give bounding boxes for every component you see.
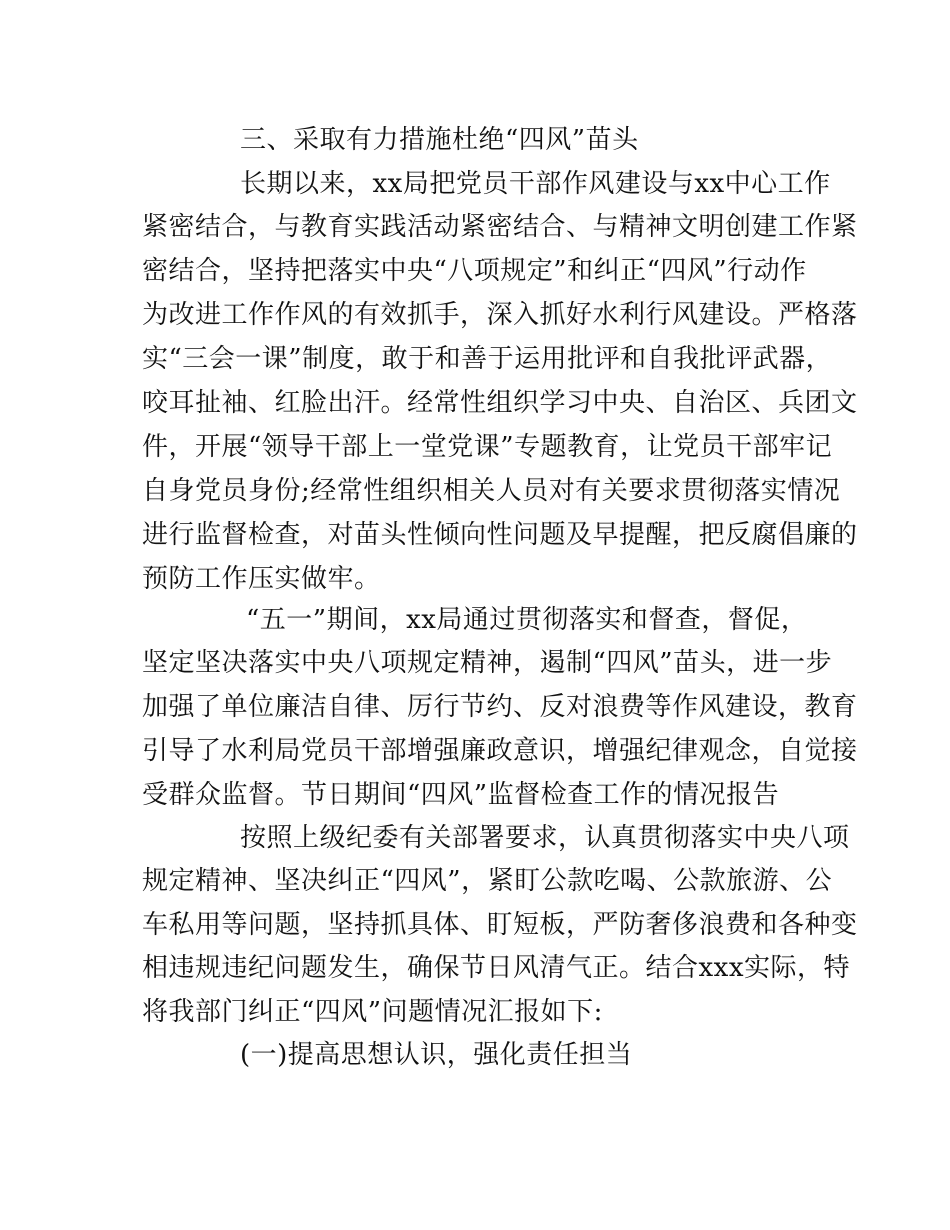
paragraph-line: 为改进工作作风的有效抓手，深入抓好水利行风建设。严格落: [142, 300, 858, 330]
paragraph-line: 实“三会一课”制度，敢于和善于运用批评和自我批评武器，: [142, 344, 833, 374]
paragraph-line: 自身党员身份;经常性组织相关人员对有关要求贯彻落实情况: [142, 476, 841, 506]
paragraph-line: 进行监督检查，对苗头性倾向性问题及早提醒，把反腐倡廉的: [142, 520, 858, 550]
section-heading: 三、采取有力措施杜绝“四风”苗头: [240, 125, 639, 155]
paragraph-line: 密结合，坚持把落实中央“八项规定”和纠正“四风”行动作: [142, 256, 807, 286]
paragraph-line: “五一”期间，xx局通过贯彻落实和督查，督促，: [246, 605, 808, 635]
paragraph-line: 长期以来，xx局把党员干部作风建设与xx中心工作: [240, 169, 831, 199]
paragraph-line: 紧密结合，与教育实践活动紧密结合、与精神文明创建工作紧: [142, 212, 858, 242]
paragraph-line: 车私用等问题，坚持抓具体、盯短板，严防奢侈浪费和各种变: [142, 910, 858, 940]
paragraph-line: 加强了单位廉洁自律、厉行节约、反对浪费等作风建设，教育: [142, 692, 858, 722]
paragraph-line: 件，开展“领导干部上一堂党课”专题教育，让党员干部牢记: [142, 432, 833, 462]
paragraph-line: 预防工作压实做牢。: [142, 564, 381, 594]
paragraph-line: 坚定坚决落实中央八项规定精神，遏制“四风”苗头，进一步: [142, 648, 833, 678]
paragraph-line: 受群众监督。节日期间“四风”监督检查工作的情况报告: [142, 780, 780, 810]
paragraph-line: 将我部门纠正“四风”问题情况汇报如下:: [142, 997, 603, 1027]
paragraph-line: 规定精神、坚决纠正“四风”，紧盯公款吃喝、公款旅游、公: [142, 866, 833, 896]
paragraph-line: 按照上级纪委有关部署要求，认真贯彻落实中央八项: [240, 823, 850, 853]
subsection-heading: (一)提高思想认识，强化责任担当: [240, 1040, 633, 1070]
paragraph-line: 相违规违纪问题发生，确保节日风清气正。结合xxx实际，特: [142, 953, 850, 983]
paragraph-line: 引导了水利局党员干部增强廉政意识，增强纪律观念，自觉接: [142, 736, 858, 766]
paragraph-line: 咬耳扯袖、红脸出汗。经常性组织学习中央、自治区、兵团文: [142, 388, 858, 418]
